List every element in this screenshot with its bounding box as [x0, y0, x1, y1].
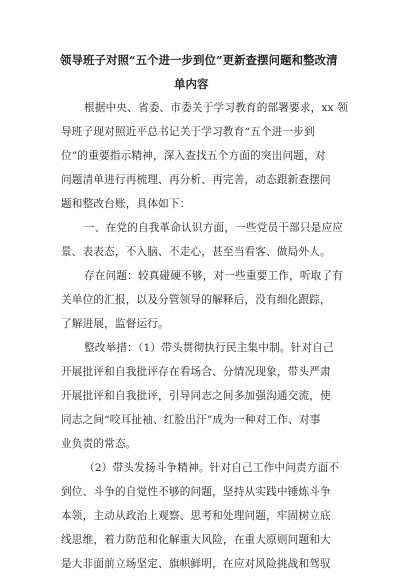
body-line: 景、表表态，不入脑、不走心，甚至当看客、做局外人。 — [61, 246, 331, 258]
body-line: 线思维，着力防范和化解重大风险，在重大原则问题和大 — [61, 534, 331, 546]
body-line: 同志之间“咬耳扯袖、红脸出汗”成为一种对工作、对事 — [61, 414, 321, 426]
body-line: 问题清单进行再梳理、再分析、再完善，动态跟新查摆问 — [61, 174, 331, 186]
body-line: 题和整改台账，具体如下： — [61, 198, 191, 210]
document-title-line-2: 单内容 — [174, 77, 209, 91]
body-line: 是大非面前立场坚定、旗帜鲜明，在应对风险挑战和驾驭 — [61, 558, 331, 570]
body-line: （2）带头发扬斗争精神。针对自己工作中问责方面不 — [84, 462, 340, 474]
body-line: 了解进展，监督运行。 — [61, 318, 169, 330]
body-line: 到位、斗争的自觉性不够的问题，坚持从实践中锤炼斗争 — [61, 486, 331, 498]
body-line: 业负责的常态。 — [61, 438, 137, 450]
body-line: 开展批评和自我批评，引导同志之间多加强沟通交流，使 — [61, 390, 331, 402]
body-line: 存在问题：较真碰硬不够，对一些重要工作，听取了有 — [84, 270, 344, 282]
body-line: 导班子现对照近平总书记关于学习教育“五个进一步到 — [61, 126, 315, 138]
body-line: 整改举措：（1）带头贯彻执行民主集中制。针对自己 — [84, 342, 334, 354]
document-title-line-1: 领导班子对照“五个进一步到位”更新查摆问题和整改清 — [60, 53, 338, 67]
body-line: 关单位的汇报，以及分管领导的解释后，没有细化跟踪， — [61, 294, 331, 306]
body-line: 开展批评和自我批评存在看场合、分情况现象，带头严肃 — [61, 366, 331, 378]
body-line: 根据中央、省委、市委关于学习教育的部署要求，xx 领 — [84, 102, 349, 114]
body-line: 本领，主动从政治上观察、思考和处理问题，牢固树立底 — [61, 510, 331, 522]
body-line: 一、在党的自我革命认识方面，一些党员干部只是应应 — [84, 222, 344, 234]
body-line: 位”的重要指示精神，深入查找五个方面的突出问题，对 — [61, 150, 326, 162]
